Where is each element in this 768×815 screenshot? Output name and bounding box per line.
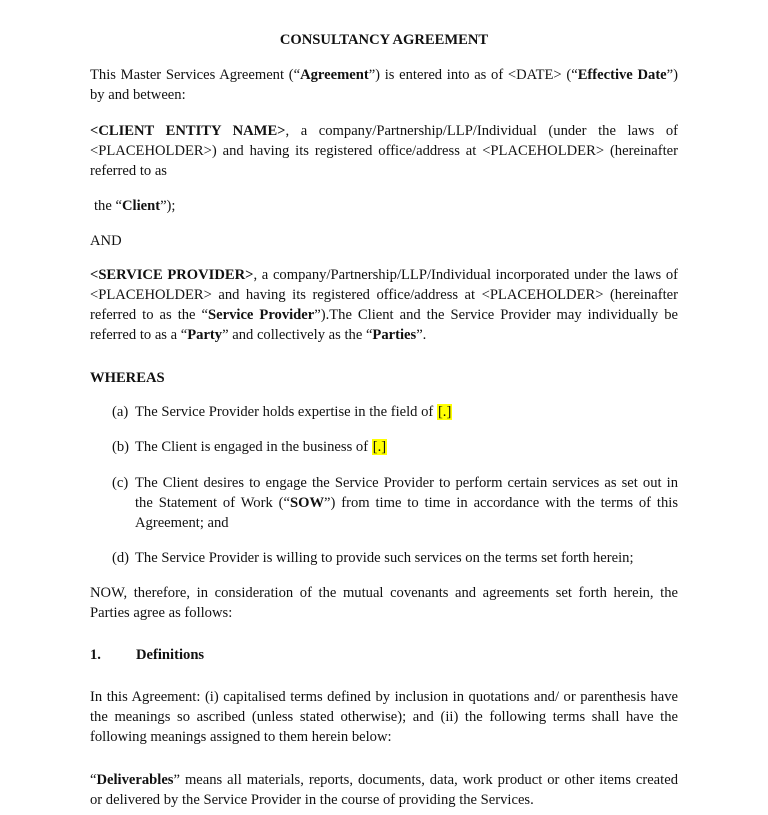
intro-text: This Master Services Agreement (“ xyxy=(90,67,301,83)
recital-b-text: The Client is engaged in the business of xyxy=(135,439,369,455)
recital-text xyxy=(135,473,678,533)
term-agreement: Agreement xyxy=(300,67,369,83)
document-title: CONSULTANCY AGREEMENT xyxy=(279,32,489,48)
deliverables-text: ” means all materials, reports, documents, data, work product or other items created or delivered by the Service Provider in the course of providing the Services. xyxy=(90,772,678,808)
recital-a-text: The Service Provider holds expertise in the field of xyxy=(135,404,434,420)
intro-text: ”) by and between: xyxy=(90,67,678,103)
now-therefore-paragraph: NOW, therefore, in consideration of the mutual covenants and agreements set forth herein, the Parties agree as follows: xyxy=(90,585,678,621)
service-provider-name: <SERVICE PROVIDER> xyxy=(90,267,254,283)
and-label: AND xyxy=(90,233,122,249)
section-title: Definitions xyxy=(136,647,205,663)
client-definition xyxy=(94,196,682,216)
client-def-text: ”); xyxy=(160,198,176,214)
client-paragraph xyxy=(90,121,678,181)
recital-a xyxy=(112,402,678,422)
provider-text: ”. xyxy=(416,327,427,343)
recital-label: (b) xyxy=(112,439,130,455)
recital-d xyxy=(112,548,678,568)
term-effective-date: Effective Date xyxy=(577,67,667,83)
term-party: Party xyxy=(187,327,223,343)
term-parties: Parties xyxy=(372,327,417,343)
recital-text xyxy=(135,402,678,422)
client-def-text: the “ xyxy=(94,198,122,214)
definitions-intro: In this Agreement: (i) capitalised terms defined by inclusion in quotations and/ or parenthesis have the meanings so ascribed (unless stated otherwise); and (ii) the following terms shall have the following meanings assigned to them herein below: xyxy=(90,689,678,745)
highlight-placeholder: [.] xyxy=(372,439,387,455)
recital-label: (c) xyxy=(112,475,129,491)
intro-text: ”) is entered into as of <DATE> (“ xyxy=(368,67,578,83)
recital-text xyxy=(135,437,678,457)
recital-label: (d) xyxy=(112,550,130,566)
term-deliverables: Deliverables xyxy=(96,772,174,788)
provider-text: ” and collectively as the “ xyxy=(222,327,373,343)
term-client: Client xyxy=(121,198,161,214)
client-text: , a company/Partnership/LLP/Individual (under the laws of <PLACEHOLDER>) and having its registered office/address at <PLACEHOLDER> (hereinafter referred to as xyxy=(90,123,678,179)
provider-paragraph xyxy=(90,265,678,345)
recital-c-text: ”) from time to time in accordance with the terms of this Agreement; and xyxy=(135,495,678,531)
provider-text: , a company/Partnership/LLP/Individual incorporated under the laws of <PLACEHOLDER> and having its registered office/address at <PLACEHOLDER> (hereinafter referred to as the “ xyxy=(90,267,679,323)
recital-text: The Service Provider is willing to provide such services on the terms set forth herein; xyxy=(135,550,634,566)
highlight-placeholder: [.] xyxy=(437,404,452,420)
term-sow: SOW xyxy=(289,495,325,511)
recital-c-text: The Client desires to engage the Service Provider to perform certain services as set out in the Statement of Work (“ xyxy=(135,475,678,511)
recital-b xyxy=(112,437,678,457)
whereas-heading: WHEREAS xyxy=(90,370,165,386)
recital-label: (a) xyxy=(112,404,129,420)
section-number: 1. xyxy=(90,647,101,663)
provider-text: ”).The Client and the Service Provider may individually be referred to as a “ xyxy=(90,307,678,343)
intro-paragraph xyxy=(90,65,678,105)
term-service-provider: Service Provider xyxy=(208,307,315,323)
client-entity-name: <CLIENT ENTITY NAME> xyxy=(90,123,286,139)
quote-mark: “ xyxy=(90,772,97,788)
recital-c xyxy=(112,473,678,533)
section-heading xyxy=(90,647,204,664)
deliverables-definition xyxy=(90,770,678,810)
